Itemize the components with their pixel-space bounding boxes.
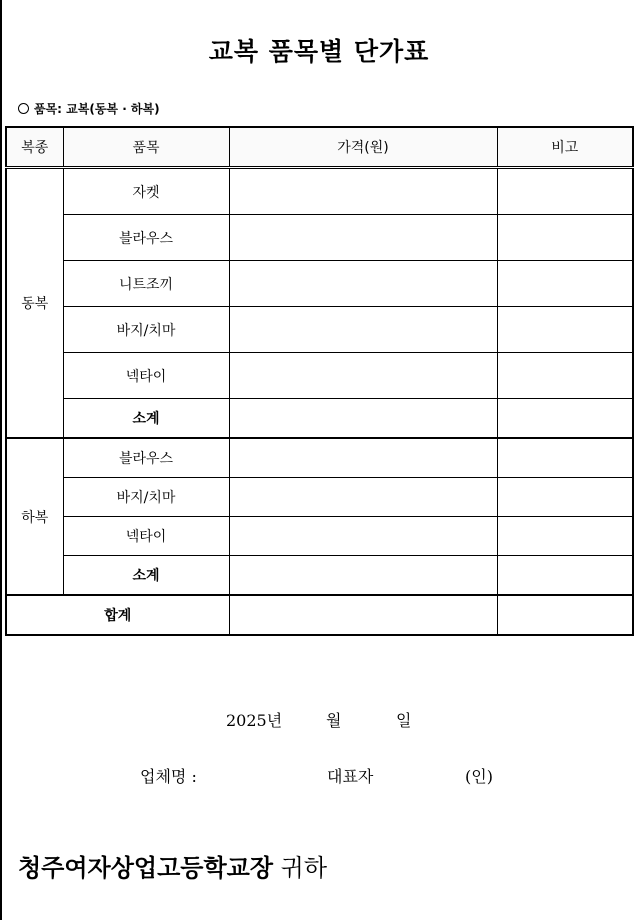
price-cell[interactable] [229, 168, 497, 215]
price-table [5, 126, 634, 636]
table-row [6, 353, 633, 399]
price-cell[interactable] [229, 353, 497, 399]
seal-mark: (인) [465, 767, 493, 786]
price-cell[interactable] [229, 517, 497, 556]
total-label: 합계 [6, 595, 229, 635]
price-cell[interactable] [229, 399, 497, 439]
table-row [6, 261, 633, 307]
subtitle-text: 품목: 교복(동복 · 하복) [34, 102, 160, 116]
item-cell: 자켓 [63, 168, 229, 215]
table-row [6, 517, 633, 556]
table-row-total [6, 595, 633, 635]
honorific: 귀하 [280, 854, 328, 882]
price-cell[interactable] [229, 438, 497, 478]
item-cell: 블라우스 [63, 215, 229, 261]
note-cell[interactable] [497, 399, 633, 439]
page-edge [0, 0, 2, 920]
note-cell[interactable] [497, 353, 633, 399]
representative-label: 대표자 [327, 767, 374, 786]
note-cell[interactable] [497, 215, 633, 261]
price-cell[interactable] [229, 215, 497, 261]
header-season: 복종 [6, 127, 63, 168]
season-winter: 동복 [6, 168, 63, 439]
table-row-subtotal [6, 399, 633, 439]
note-cell[interactable] [497, 168, 633, 215]
price-cell[interactable] [229, 307, 497, 353]
note-cell[interactable] [497, 478, 633, 517]
item-cell: 바지/치마 [63, 307, 229, 353]
company-label: 업체명 : [140, 767, 197, 786]
header-item: 품목 [63, 127, 229, 168]
season-summer: 하복 [6, 438, 63, 595]
document-subtitle [18, 100, 160, 117]
table-row [6, 307, 633, 353]
date-day: 일 [396, 711, 412, 730]
price-cell[interactable] [229, 595, 497, 635]
header-note: 비고 [497, 127, 633, 168]
note-cell[interactable] [497, 556, 633, 596]
price-cell[interactable] [229, 478, 497, 517]
note-cell[interactable] [497, 517, 633, 556]
table-header-row [6, 127, 633, 168]
note-cell[interactable] [497, 261, 633, 307]
item-cell: 바지/치마 [63, 478, 229, 517]
price-cell[interactable] [229, 556, 497, 596]
table-row [6, 438, 633, 478]
date-month: 월 [326, 711, 342, 730]
table-row [6, 215, 633, 261]
addressee [18, 848, 327, 883]
table-row-subtotal [6, 556, 633, 596]
price-cell[interactable] [229, 261, 497, 307]
date-year: 2025년 [226, 711, 283, 730]
circle-bullet-icon [18, 103, 29, 114]
school-name: 청주여자상업고등학교장 [18, 853, 274, 882]
note-cell[interactable] [497, 595, 633, 635]
header-price: 가격(원) [229, 127, 497, 168]
subtotal-label: 소계 [63, 399, 229, 439]
item-cell: 니트조끼 [63, 261, 229, 307]
table-row [6, 478, 633, 517]
note-cell[interactable] [497, 307, 633, 353]
item-cell: 넥타이 [63, 353, 229, 399]
note-cell[interactable] [497, 438, 633, 478]
item-cell: 블라우스 [63, 438, 229, 478]
table-row [6, 168, 633, 215]
document-title: 교복 품목별 단가표 [208, 37, 430, 66]
subtotal-label: 소계 [63, 556, 229, 596]
item-cell: 넥타이 [63, 517, 229, 556]
